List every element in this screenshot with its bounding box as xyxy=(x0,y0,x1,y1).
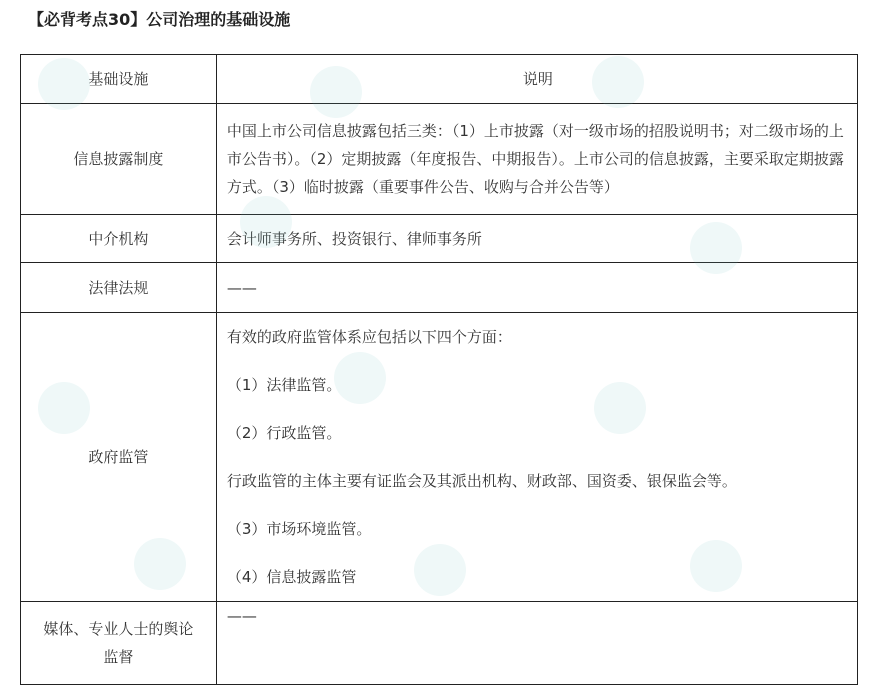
row-description xyxy=(216,215,857,263)
table-row xyxy=(21,104,858,215)
row-name: 政府监管 xyxy=(21,313,217,602)
description-text: （3）市场环境监管。 xyxy=(226,520,372,538)
header-description: 说明 xyxy=(216,55,857,104)
description-text: 会计师事务所、投资银行、律师事务所 xyxy=(226,229,482,248)
table-row xyxy=(21,602,858,685)
page-title: 【必背考点30】公司治理的基础设施 xyxy=(28,10,291,29)
infrastructure-table xyxy=(20,54,858,685)
row-name: 中介机构 xyxy=(21,215,217,263)
table-row xyxy=(21,263,858,313)
description-text: 行政监管的主体主要有证监会及其派出机构、财政部、国资委、银保监会等。 xyxy=(226,472,737,490)
row-description xyxy=(216,263,857,313)
row-name: 信息披露制度 xyxy=(21,104,217,215)
row-description xyxy=(216,313,857,602)
row-description xyxy=(216,104,857,215)
description-text: （2）行政监管。 xyxy=(226,424,342,442)
description-text: （4）信息披露监管 xyxy=(226,568,357,586)
row-name: 媒体、专业人士的舆论监督 xyxy=(21,602,217,685)
description-text: 中国上市公司信息披露包括三类：（1）上市披露（对一级市场的招股说明书；对二级市场的上市公告书）。（2）定期披露（年度报告、中期报告）。上市公司的信息披露，主要采取定期披露方式。（3）临时披露（重要事件公告、收购与合并公告等） xyxy=(226,122,844,196)
header-infrastructure: 基础设施 xyxy=(21,55,217,104)
description-text: —— xyxy=(226,278,257,297)
table-row xyxy=(21,313,858,602)
table-header-row xyxy=(21,55,858,104)
description-text: —— xyxy=(226,607,257,625)
row-name: 法律法规 xyxy=(21,263,217,313)
description-text: （1）法律监管。 xyxy=(226,376,342,394)
table-row xyxy=(21,215,858,263)
description-text: 有效的政府监管体系应包括以下四个方面： xyxy=(226,328,512,346)
row-description xyxy=(216,602,857,685)
